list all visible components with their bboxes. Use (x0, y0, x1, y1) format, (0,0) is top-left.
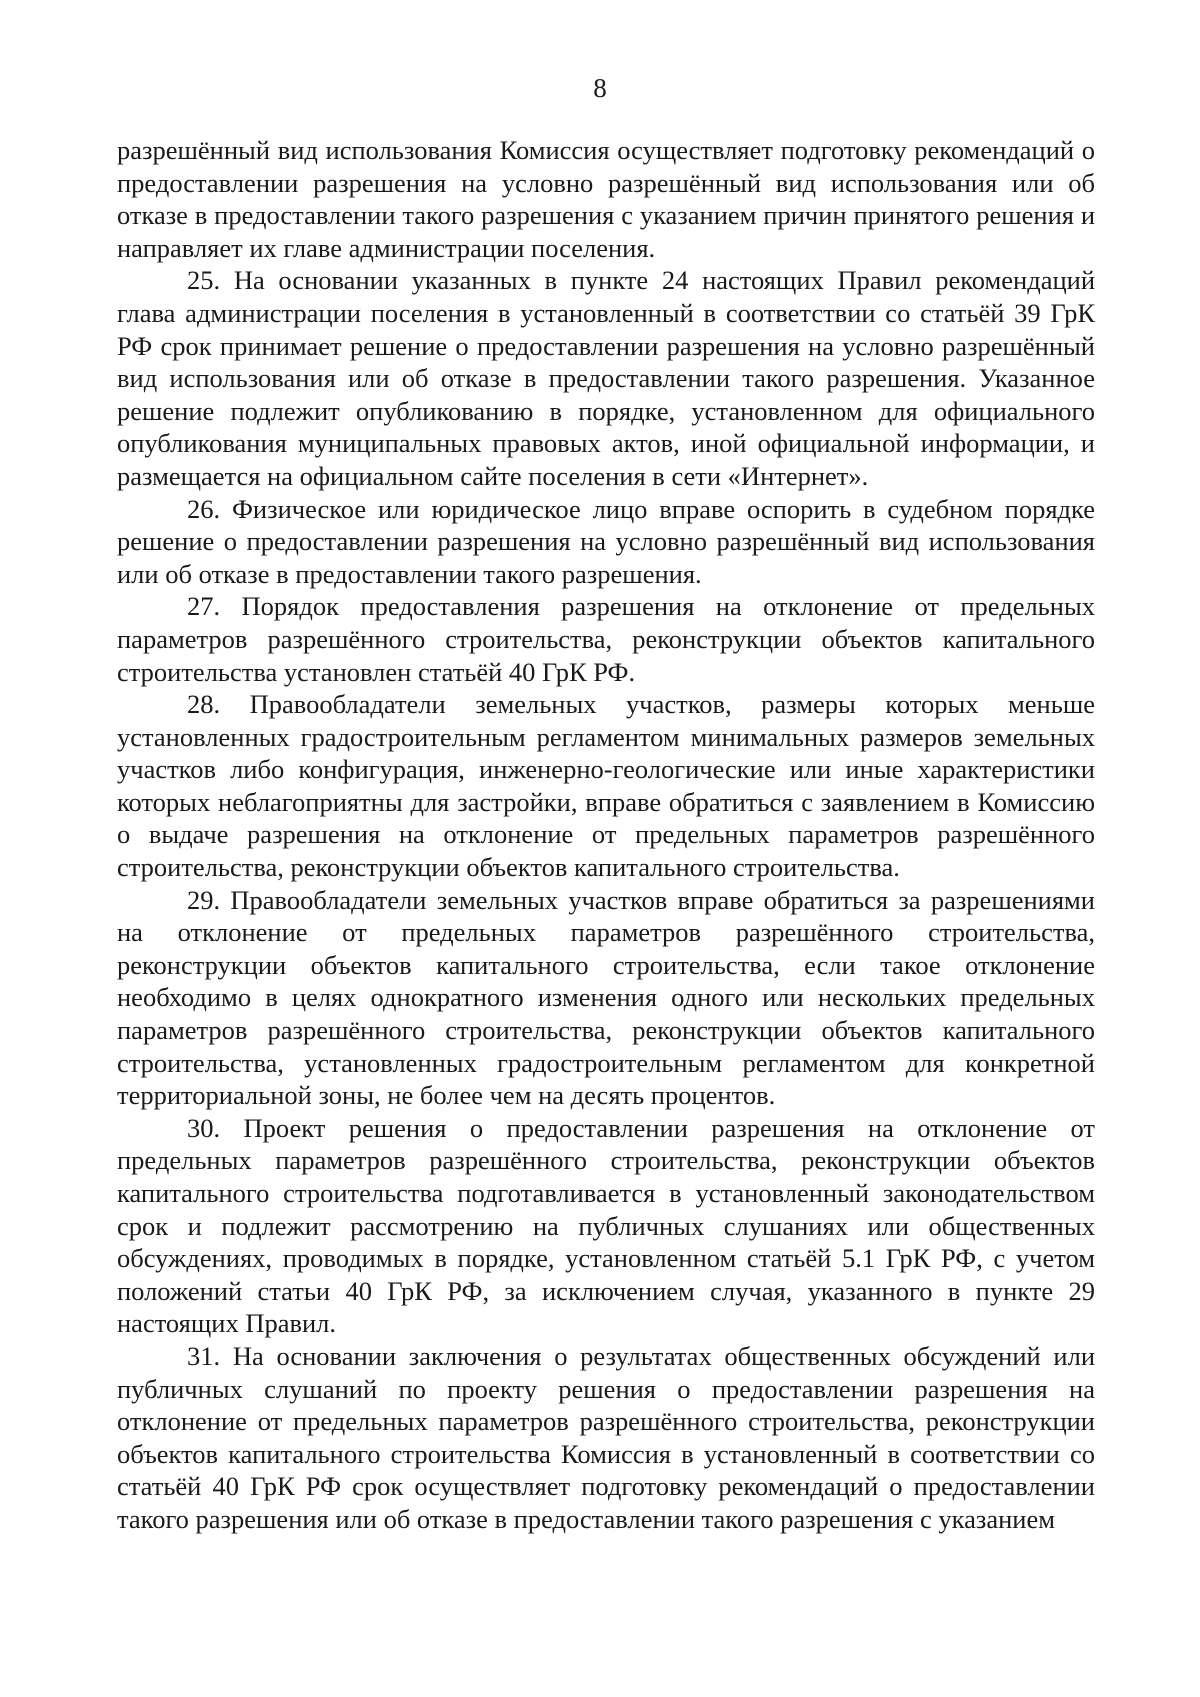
paragraph-text: Правообладатели земельных участков, размеры которых меньше установленных градостроительным регламентом минимальных размеров земельных участков либо конфигурация, инженерно-геологические или иные характеристики которых неблагоприятны для застройки, вправе обратиться с заявлением в Комиссию о выдаче разрешения на отклонение от предельных параметров разрешённого строительства, реконструкции объектов капитального строительства. (117, 689, 1095, 883)
paragraph-28 (117, 688, 1095, 884)
paragraph-25 (117, 264, 1095, 492)
paragraph-number: 27. (187, 591, 221, 622)
paragraph-text: Правообладатели земельных участков вправе обратиться за разрешениями на отклонение от предельных параметров разрешённого строительства, реконструкции объектов капитального строительства, если такое отклонение необходимо в целях однократного изменения одного или нескольких предельных параметров разрешённого строительства, реконструкции объектов капитального строительства, установленных градостроительным регламентом для конкретной территориальной зоны, не более чем на десять процентов. (117, 884, 1095, 1111)
paragraph-continuation (117, 134, 1095, 264)
paragraph-number: 26. (187, 493, 221, 524)
paragraph-text: Проект решения о предоставлении разрешения на отклонение от предельных параметров разрешённого строительства, реконструкции объектов капитального строительства подготавливается в установленный законодательством срок и подлежит рассмотрению на публичных слушаниях или общественных обсуждениях, проводимых в порядке, установленном статьёй 5.1 ГрК РФ, с учетом положений статьи 40 ГрК РФ, за исключением случая, указанного в пункте 29 настоящих Правил. (117, 1112, 1095, 1339)
page-number: 8 (593, 73, 607, 103)
paragraph-number: 29. (187, 884, 221, 915)
document-body (117, 134, 1095, 1536)
paragraph-31 (117, 1340, 1095, 1536)
paragraph-30 (117, 1112, 1095, 1340)
paragraph-27 (117, 590, 1095, 688)
paragraph-26 (117, 493, 1095, 591)
paragraph-number: 31. (187, 1340, 221, 1371)
paragraph-number: 30. (187, 1112, 221, 1143)
paragraph-text: разрешённый вид использования Комиссия осуществляет подготовку рекомендаций о предоставлении разрешения на условно разрешённый вид использования или об отказе в предоставлении такого разрешения с указанием причин принятого решения и направляет их главе администрации поселения. (117, 135, 1095, 263)
paragraph-text: Порядок предоставления разрешения на отклонение от предельных параметров разрешённого строительства, реконструкции объектов капитального строительства установлен статьёй 40 ГрК РФ. (117, 591, 1095, 687)
paragraph-text: На основании указанных в пункте 24 настоящих Правил рекомендаций глава администрации поселения в установленный в соответствии со статьёй 39 ГрК РФ срок принимает решение о предоставлении разрешения на условно разрешённый вид использования или об отказе в предоставлении такого разрешения. Указанное решение подлежит опубликованию в порядке, установленном для официального опубликования муниципальных правовых актов, иной официальной информации, и размещается на официальном сайте поселения в сети «Интернет». (117, 265, 1096, 491)
paragraph-number: 25. (187, 265, 221, 296)
paragraph-number: 28. (187, 689, 221, 720)
paragraph-text: На основании заключения о результатах общественных обсуждений или публичных слушаний по проекту решения о предоставлении разрешения на отклонение от предельных параметров разрешённого строительства, реконструкции объектов капитального строительства Комиссия в установленный в соответствии со статьёй 40 ГрК РФ срок осуществляет подготовку рекомендаций о предоставлении такого разрешения или об отказе в предоставлении такого разрешения с указанием (117, 1340, 1096, 1534)
paragraph-text: Физическое или юридическое лицо вправе оспорить в судебном порядке решение о предоставлении разрешения на условно разрешённый вид использования или об отказе в предоставлении такого разрешения. (117, 493, 1096, 589)
paragraph-29 (117, 884, 1095, 1112)
